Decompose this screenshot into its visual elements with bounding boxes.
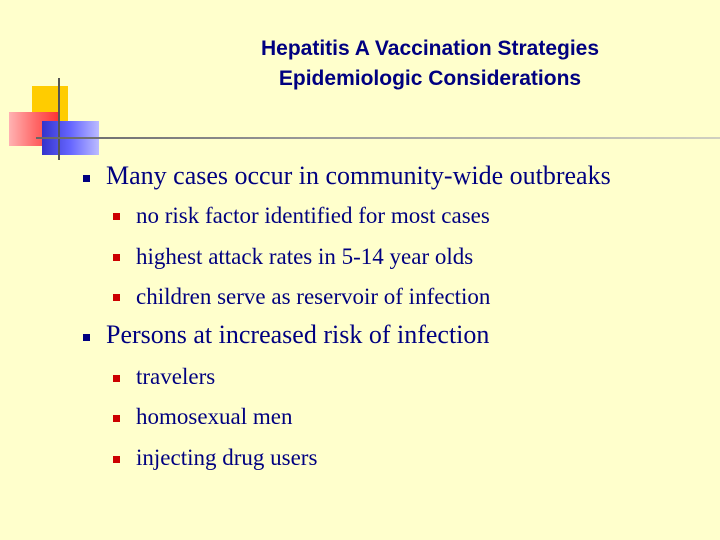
sub-bullet-text: children serve as reservoir of infection — [136, 284, 491, 309]
bullet-marker — [83, 334, 90, 341]
slide-title-line-1: Hepatitis A Vaccination Strategies — [260, 37, 600, 60]
sub-bullet-marker — [113, 375, 120, 382]
sub-bullet-marker — [113, 294, 120, 301]
sub-bullet-text: highest attack rates in 5-14 year olds — [136, 244, 474, 269]
sub-bullet-marker — [113, 415, 120, 422]
slide-title-line-2: Epidemiologic Considerations — [278, 67, 582, 90]
sub-bullet-text: homosexual men — [136, 404, 293, 429]
sub-bullet-text: no risk factor identified for most cases — [136, 203, 490, 228]
bullet-text: Many cases occur in community-wide outbreaks — [106, 161, 611, 190]
sub-bullet-text: travelers — [136, 364, 216, 389]
bullet-marker — [83, 175, 90, 182]
sub-bullet-marker — [113, 254, 120, 261]
sub-bullet-marker — [113, 213, 120, 220]
bullet-text: Persons at increased risk of infection — [106, 320, 490, 349]
sub-bullet-marker — [113, 456, 120, 463]
sub-bullet-text: injecting drug users — [136, 445, 318, 470]
